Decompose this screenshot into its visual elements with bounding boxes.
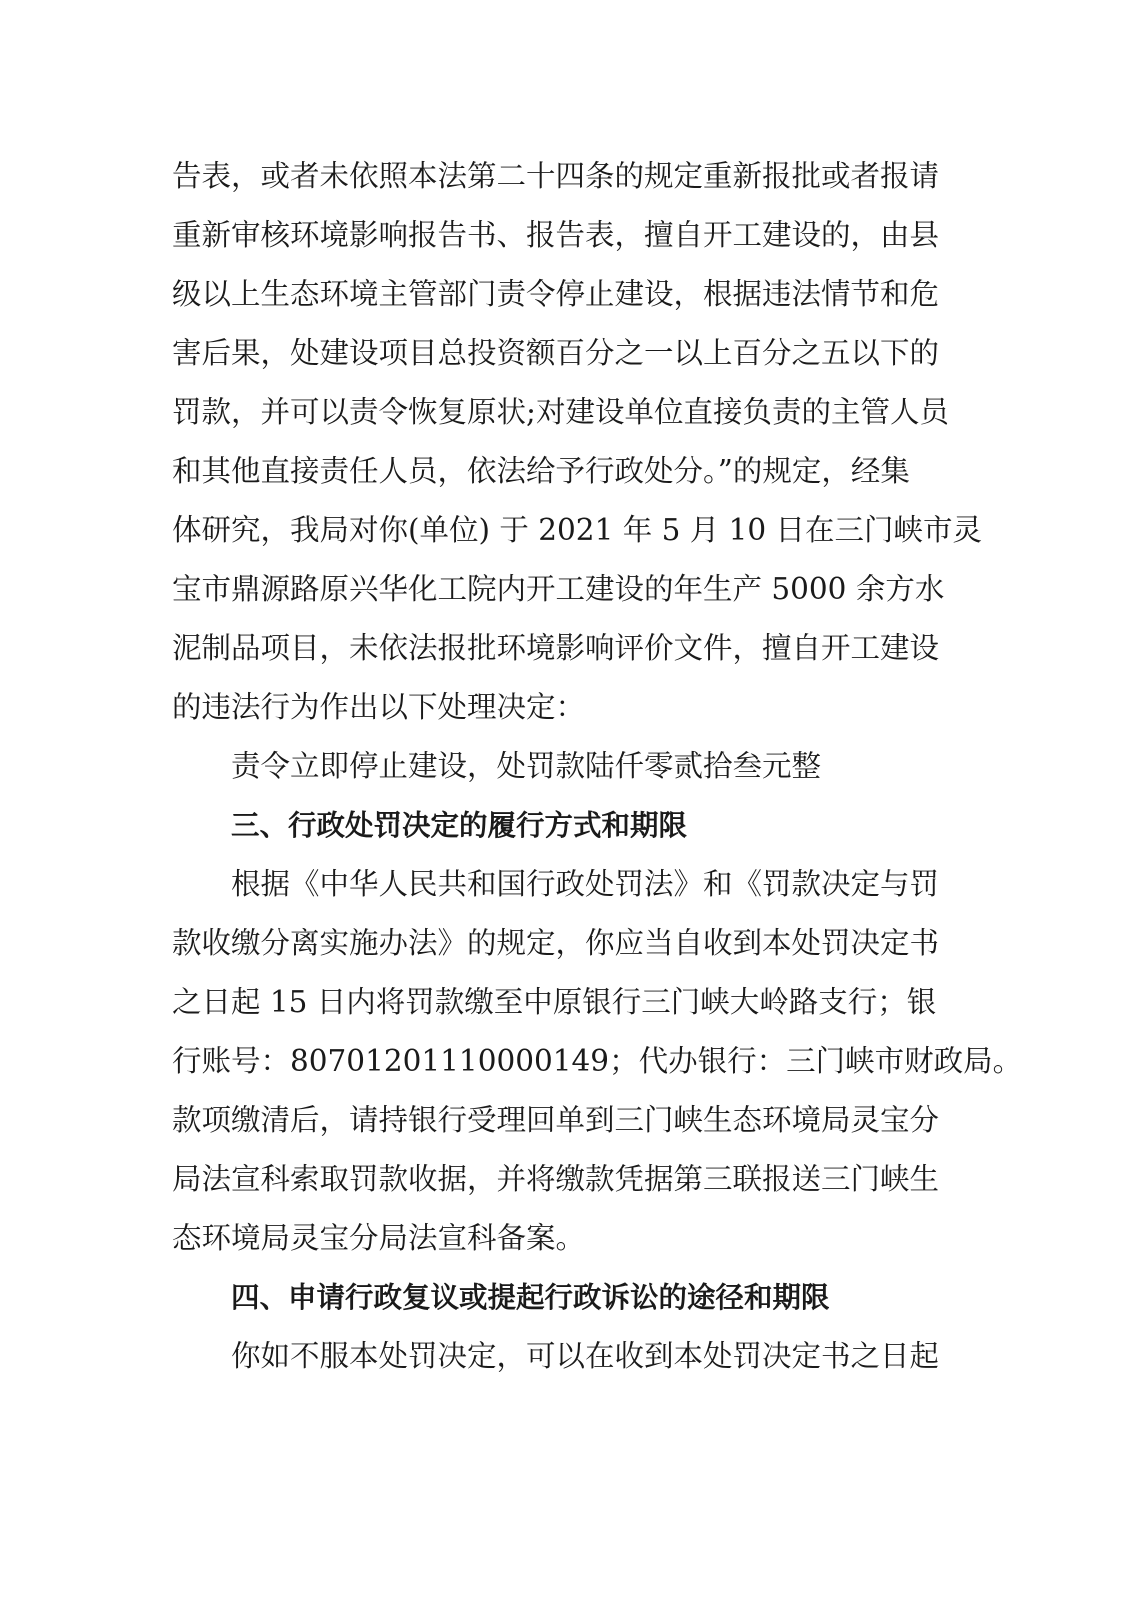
body-line-18: 局法宣科索取罚款收据，并将缴款凭据第三联报送三门峡生	[172, 1162, 940, 1196]
body-line-16: 行账号：80701201110000149；代办银行：三门峡市财政局。	[172, 1044, 1023, 1078]
body-line-8: 宝市鼎源路原兴华化工院内开工建设的年生产 5000 余方水	[172, 572, 945, 606]
body-line-7: 体研究，我局对你(单位) 于 2021 年 5 月 10 日在三门峡市灵	[172, 513, 983, 547]
penalty-decision-line: 责令立即停止建设，处罚款陆仟零贰拾叁元整	[231, 749, 822, 783]
body-line-21: 你如不服本处罚决定，可以在收到本处罚决定书之日起	[231, 1339, 940, 1373]
body-line-3: 级以上生态环境主管部门责令停止建设，根据违法情节和危	[172, 277, 940, 311]
body-line-4: 害后果，处建设项目总投资额百分之一以上百分之五以下的	[172, 336, 940, 370]
section-heading-4: 四、申请行政复议或提起行政诉讼的途径和期限	[231, 1281, 830, 1314]
body-line-10: 的违法行为作出以下处理决定：	[172, 690, 586, 724]
body-line-14: 款收缴分离实施办法》的规定，你应当自收到本处罚决定书	[172, 926, 940, 960]
body-line-15: 之日起 15 日内将罚款缴至中原银行三门峡大岭路支行；银	[172, 985, 937, 1019]
body-line-17: 款项缴清后，请持银行受理回单到三门峡生态环境局灵宝分	[172, 1103, 940, 1137]
section-heading-3: 三、行政处罚决定的履行方式和期限	[231, 809, 688, 842]
body-line-5: 罚款，并可以责令恢复原状;对建设单位直接负责的主管人员	[172, 395, 949, 429]
document-body	[172, 147, 1023, 1386]
body-line-1: 告表，或者未依照本法第二十四条的规定重新报批或者报请	[172, 159, 940, 193]
body-line-13: 根据《中华人民共和国行政处罚法》和《罚款决定与罚	[231, 867, 940, 901]
body-line-6: 和其他直接责任人员，依法给予行政处分。”的规定，经集	[172, 454, 910, 488]
body-line-19: 态环境局灵宝分局法宣科备案。	[172, 1221, 586, 1255]
body-line-2: 重新审核环境影响报告书、报告表，擅自开工建设的，由县	[172, 218, 940, 252]
body-line-9: 泥制品项目，未依法报批环境影响评价文件，擅自开工建设	[172, 631, 940, 665]
